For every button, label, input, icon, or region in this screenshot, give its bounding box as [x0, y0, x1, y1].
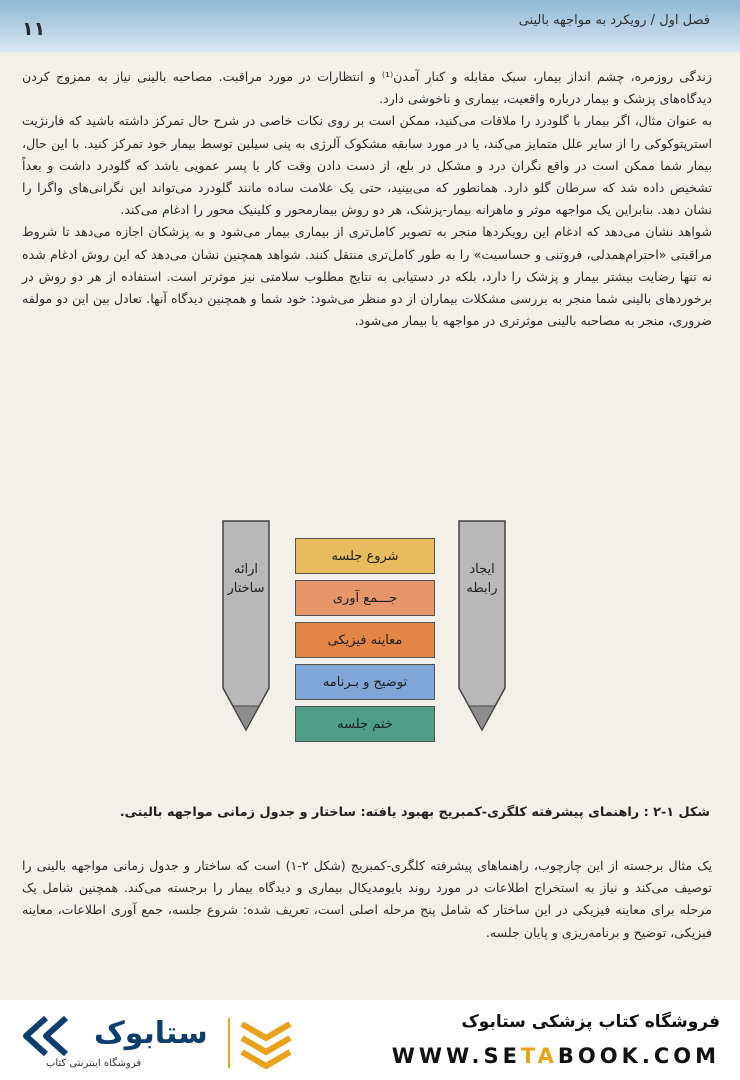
- store-url[interactable]: [392, 1044, 720, 1068]
- step-box: ختم جلسه: [295, 706, 435, 742]
- step-box: جـــمع آوری: [295, 580, 435, 616]
- chapter-title: فصل اول / رویکرد به مواجهه بالینی: [518, 13, 710, 28]
- paragraph-3: شواهد نشان می‌دهد که ادغام این رویکردها منجر به تصویر کامل‌تری از بیماری بیمار می‌شود و به پزشکان اجازه می‌دهد تا شروط مراقبتی «احترام‌همدلی، فروتنی و حساسیت» را به طور کامل‌تری منتقل کنند. شواهد همچنین نشان می‌دهد که این روش ادغام شده نه تنها رضایت بیشتر بیمار و پزشک را دارد، بلکه در دستیابی به نتایج مطلوب سلامتی نیز موثرتر است. استفاده از هر دو روش در برخوردهای بالینی شما منجر به بررسی مشکلات بیماران از دو منظر می‌شود: خود شما و همچنین دیدگاه آنها. تعادل بین این دو مولفه ضروری، منجر به مصاحبه بالینی موثرتری در مواجهه با بیمار می‌شود.: [22, 224, 712, 329]
- pencil-shape-right: [458, 520, 506, 732]
- page-header: [0, 0, 740, 52]
- pencil-structure: [222, 520, 270, 732]
- figure-calgary-cambridge: [200, 520, 535, 760]
- setabook-logo: [16, 1014, 296, 1074]
- body-text: [22, 66, 712, 332]
- paragraph-2: به عنوان مثال، اگر بیمار با گلودرد را ملاقات می‌کنید، ممکن است بر روی نکات خاصی در شرح حال تمرکز داشته باشید که فارنژیت استرپتوکوکی را از سایر علل متمایز می‌کند، یا در مورد سابقه مشکوک آلرژی به پنی سیلین توسط بیمار خود تمرکز کنید. با این حال، بیمار شما ممکن است در واقع نگران درد و مشکل در بلع، از دست دادن وقت کار یا پسر عمویی باشد که گلودرد داشت و بعداً تشخیص داده شد که سرطان گلو دارد. همانطور که می‌بینید، حتی یک علامت ساده مانند گلودرد می‌تواند این نگرانی‌های واگرا را نشان دهد. بنابراین یک مواجهه موثر و ماهرانه بیمار-پزشک، هر دو روش بیمارمحور و کلینیک محور را ادغام می‌کند.: [22, 113, 712, 218]
- page-number: ۱۱: [22, 18, 46, 40]
- logo-divider: [228, 1018, 230, 1068]
- store-footer: [0, 1000, 740, 1080]
- step-box: توضیح و بـرنامه: [295, 664, 435, 700]
- pencil-label-right: ایجاد رابطه: [466, 562, 498, 596]
- pencil-shape-left: [222, 520, 270, 732]
- figure-caption: شکل ۱-۲ : راهنمای پیشرفته کلگری-کمبریج بهبود یافته: ساختار و جدول زمانی مواجهه بالینی.: [119, 805, 710, 820]
- pencil-rapport: [458, 520, 506, 732]
- pencil-label-left: ارائه ساختار: [227, 562, 265, 596]
- logo-stack-icon: [238, 1016, 294, 1072]
- step-box: معاینه فیزیکی: [295, 622, 435, 658]
- steps-stack: [295, 538, 435, 748]
- paragraph-4: یک مثال برجسته از این چارچوب، راهنماهای پیشرفته کلگری-کمبریج (شکل ۲-۱) است که ساختار و جدول زمانی مواجهه بالینی را توصیف می‌کند و نیاز به استخراج اطلاعات در مورد روند بایومدیکال بیماری و دیدگاه بیمار را برجسته می‌کند. همچنین شامل یک مرحله برای معاینه فیزیکی در این ساختار که شامل پنج مرحله اصلی است، تعریف شده: شروع جلسه، جمع آوری اطلاعات، معاینه فیزیکی، توضیح و برنامه‌ریزی و پایان جلسه.: [22, 858, 712, 940]
- paragraph-1: زندگی روزمره، چشم انداز بیمار، سبک مقابله و کنار آمدن⁽¹⁾ و انتظارات در مورد مراقبت. مصاحبه بالینی نیاز به ممزوج کردن دیدگاه‌های پزشک و بیمار درباره واقعیت، بیماری و ناخوشی دارد.: [22, 69, 712, 107]
- logo-subtitle: فروشگاه اینترنتی کتاب: [46, 1058, 142, 1069]
- step-box: شروع جلسه: [295, 538, 435, 574]
- store-name: فروشگاه کتاب پزشکی ستابوک: [461, 1012, 720, 1032]
- url-part-2: TA: [520, 1044, 558, 1068]
- url-part-1: WWW.SE: [391, 1044, 521, 1068]
- url-part-3: BOOK.COM: [557, 1044, 720, 1068]
- logo-wordmark: ستابوک: [94, 1016, 208, 1051]
- logo-chevrons-icon: [16, 1014, 86, 1058]
- body-text-after: [22, 855, 712, 944]
